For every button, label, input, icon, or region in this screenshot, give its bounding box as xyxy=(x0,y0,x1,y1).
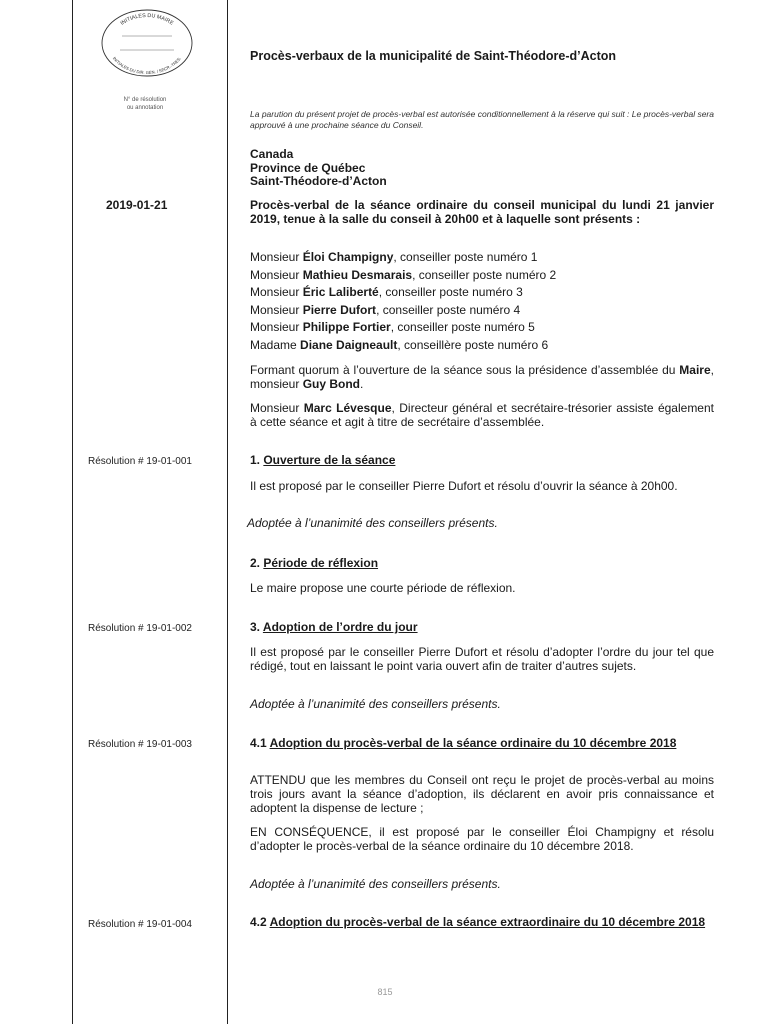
svg-text:INITIALES DU MAIRE xyxy=(120,13,175,27)
seal-note-line1: N° de résolution xyxy=(123,97,167,103)
resolution-number: Résolution # 19-01-001 xyxy=(88,456,192,467)
section-body: Il est proposé par le conseiller Pierre Dufort et résolu d’adopter l’ordre du jour tel que rédigé, tout en laissant le point varia ouvert afin de traiter d’autres sujets. xyxy=(250,645,714,673)
member-item: Monsieur Éric Laliberté, conseiller poste numéro 3 xyxy=(250,285,523,299)
resolution-number: Résolution # 19-01-002 xyxy=(88,623,192,634)
section-body: Il est proposé par le conseiller Pierre Dufort et résolu d’ouvrir la séance à 20h00. xyxy=(250,479,678,493)
member-name: Éric Laliberté xyxy=(302,285,379,299)
municipality: Saint-Théodore-d’Acton xyxy=(250,174,387,188)
page-number: 815 xyxy=(377,987,393,997)
members-list xyxy=(250,249,714,354)
province: Province de Québec xyxy=(250,160,366,175)
adoption-note: Adoptée à l’unanimité des conseillers présents. xyxy=(247,516,498,530)
consequence-paragraph: EN CONSÉQUENCE, il est proposé par le conseiller Éloi Champigny et résolu d’adopter le procès-verbal de la séance ordinaire du 10 décembre 2018. xyxy=(250,825,714,853)
approval-notice: La parution du présent projet de procès-verbal est autorisée conditionnellement à la réserve qui suit : Le procès-verbal sera approuvé à une prochaine séance du Conseil. xyxy=(250,109,714,130)
adoption-note: Adoptée à l’unanimité des conseillers présents. xyxy=(250,877,501,891)
meeting-date: 2019-01-21 xyxy=(106,198,168,212)
section-title: 3. Adoption de l’ordre du jour xyxy=(250,620,418,634)
member-name: Philippe Fortier xyxy=(302,320,391,334)
member-item: Monsieur Philippe Fortier, conseiller poste numéro 5 xyxy=(250,320,535,334)
member-item: Madame Diane Daigneault, conseillère poste numéro 6 xyxy=(250,337,549,352)
column-divider-rule xyxy=(227,0,228,1024)
location-block xyxy=(250,148,714,189)
secretary-paragraph: Monsieur Marc Lévesque, Directeur général et secrétaire-trésorier assiste également à cette séance et agit à titre de secrétaire d’assemblée. xyxy=(250,401,714,429)
member-name: Éloi Champigny xyxy=(302,250,394,264)
member-item: Monsieur Éloi Champigny, conseiller poste numéro 1 xyxy=(250,250,538,264)
seal-top-text: INITIALES DU MAIRE xyxy=(119,12,175,27)
adoption-note: Adoptée à l’unanimité des conseillers présents. xyxy=(250,697,501,711)
left-margin-rule xyxy=(72,0,73,1024)
initials-seal xyxy=(98,6,196,78)
quorum-paragraph: Formant quorum à l’ouverture de la séance sous la présidence d’assemblée du Maire, monsieur Guy Bond. xyxy=(250,363,714,391)
resolution-number: Résolution # 19-01-004 xyxy=(88,919,192,930)
section-title: 4.1 Adoption du procès-verbal de la séance ordinaire du 10 décembre 2018 xyxy=(250,736,677,750)
country: Canada xyxy=(250,147,294,161)
section-body: Le maire propose une courte période de réflexion. xyxy=(250,581,516,595)
attendu-paragraph: ATTENDU que les membres du Conseil ont reçu le projet de procès-verbal au moins trois jours avant la séance d’adoption, ils déclarent en avoir pris connaissance et adoptent la dispense de lecture ; xyxy=(250,773,714,815)
member-name: Diane Daigneault xyxy=(300,337,398,352)
member-name: Mathieu Desmarais xyxy=(302,267,413,282)
seal-note-line2: ou annotation xyxy=(126,105,164,111)
member-item: Monsieur Pierre Dufort, conseiller poste numéro 4 xyxy=(250,302,521,317)
section-title: 1. Ouverture de la séance xyxy=(250,453,396,467)
section-title: 4.2 Adoption du procès-verbal de la séance extraordinaire du 10 décembre 2018 xyxy=(250,915,706,929)
section-title: 2. Période de réflexion xyxy=(250,556,379,570)
seal-note xyxy=(100,96,190,112)
svg-text:INITIALES DU DIR. GÉN. / SECR. xyxy=(112,56,182,75)
member-item: Monsieur Mathieu Desmarais, conseiller poste numéro 2 xyxy=(250,267,557,282)
resolution-number: Résolution # 19-01-003 xyxy=(88,739,192,750)
meeting-intro: Procès-verbal de la séance ordinaire du conseil municipal du lundi 21 janvier 2019, tenue à la salle du conseil à 20h00 et à laquelle sont présents : xyxy=(250,198,714,226)
document-title: Procès-verbaux de la municipalité de Saint-Théodore-d’Acton xyxy=(250,49,617,63)
seal-bottom-text: INITIALES DU DIR. GÉN. / SECR.-TRES. xyxy=(111,55,183,76)
member-name: Pierre Dufort xyxy=(302,302,377,317)
